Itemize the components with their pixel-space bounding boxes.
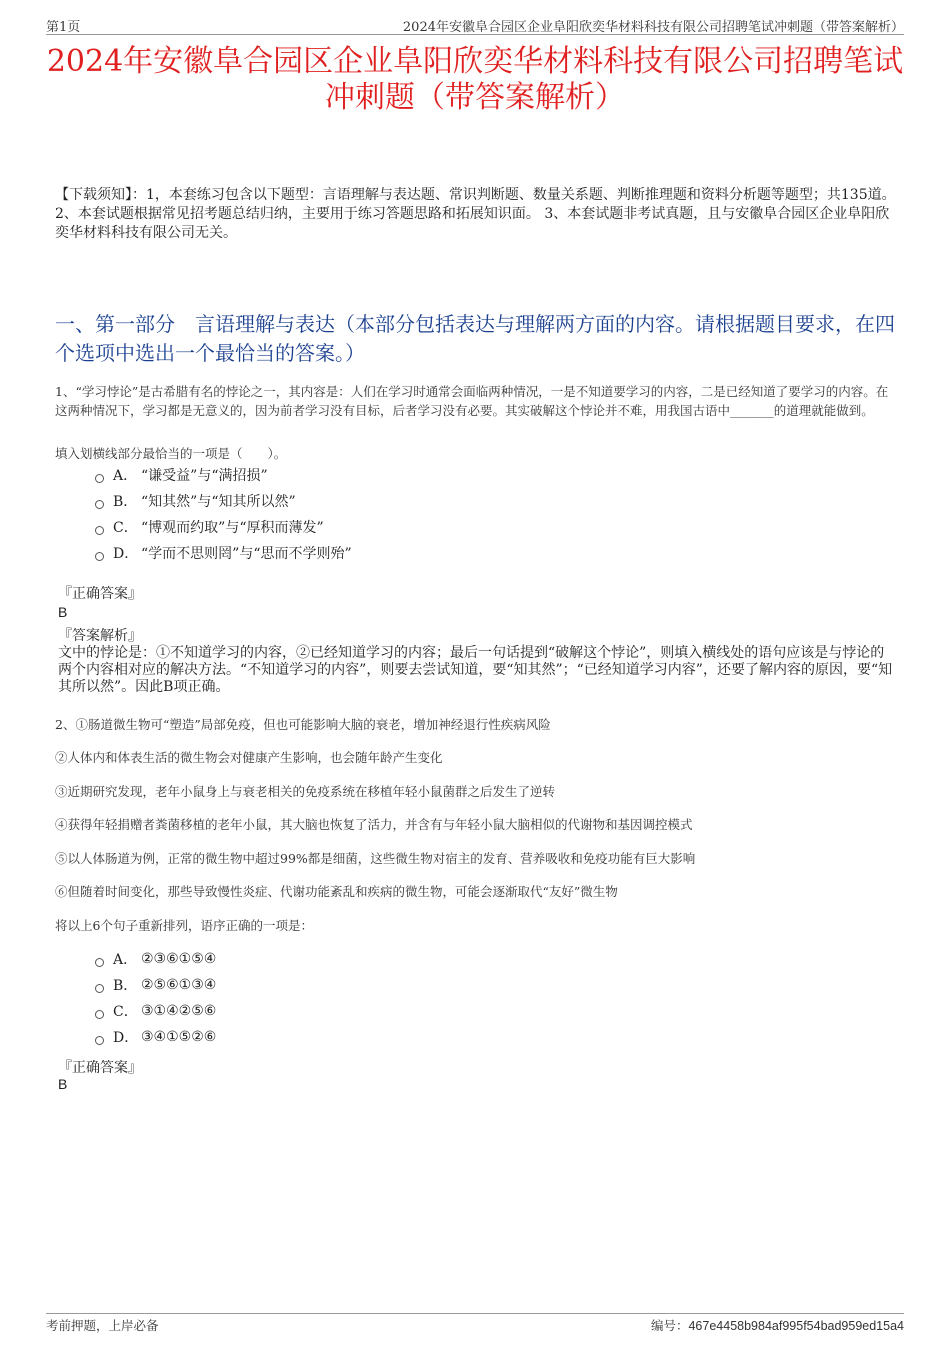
question-2-answer: B (58, 1076, 68, 1092)
question-2-answer-heading: 『正确答案』 (58, 1060, 142, 1076)
question-2-option-c[interactable]: C． ③①④②⑤⑥ (95, 998, 216, 1024)
question-2-sentence-6: ⑥但随着时间变化，那些导致慢性炎症、代谢功能紊乱和疾病的微生物，可能会逐渐取代“友好”微生物 (55, 884, 618, 899)
radio-icon[interactable] (95, 552, 104, 561)
radio-icon[interactable] (95, 474, 104, 483)
question-2-option-d[interactable]: D． ③④①⑤②⑥ (95, 1024, 216, 1050)
question-2-prompt: 将以上6个句子重新排列，语序正确的一项是： (55, 918, 313, 933)
download-notice: 【下载须知】：1，本套练习包含以下题型：言语理解与表达题、常识判断题、数量关系题、判断推理题和资料分析题等题型；共135道。 2、本套试题根据常见招考题总结归纳，主要用于练习答题思路和拓展知识面。 3、本套试题非考试真题，且与安徽阜合园区企业阜阳欣奕华材料科技有限公司无关。 (55, 187, 896, 241)
question-1-option-d[interactable]: D． “学而不思则罔”与“思而不学则殆” (95, 540, 352, 566)
footer-slogan: 考前押题，上岸必备 (46, 1318, 159, 1333)
radio-icon[interactable] (95, 984, 104, 993)
radio-icon[interactable] (95, 1010, 104, 1019)
footer-code: 编号：467e4458b984af995f54bad959ed15a4 (650, 1318, 904, 1333)
question-1-answer: B (58, 604, 68, 620)
question-1-option-a[interactable]: A． “谦受益”与“满招损” (95, 462, 352, 488)
question-2-sentence-3: ③近期研究发现，老年小鼠身上与衰老相关的免疫系统在移植年轻小鼠菌群之后发生了逆转 (55, 784, 556, 799)
question-1-explanation-heading: 『答案解析』 (58, 628, 142, 644)
page-number: 第1页 (46, 20, 81, 35)
question-1-options (95, 462, 352, 566)
document-title: 2024年安徽阜合园区企业阜阳欣奕华材料科技有限公司招聘笔试冲刺题（带答案解析） (46, 44, 904, 115)
radio-icon[interactable] (95, 500, 104, 509)
header-doc-title: 2024年安徽阜合园区企业阜阳欣奕华材料科技有限公司招聘笔试冲刺题（带答案解析） (402, 20, 904, 35)
question-1-stem: 1、“学习悖论”是古希腊有名的悖论之一，其内容是：人们在学习时通常会面临两种情况，一是不知道要学习的内容，二是已经知道了要学习的内容。在这两种情况下，学习都是无意义的，因为前者学习没有目标，后者学习没有必要。其实破解这个悖论并不难，用我国古语中_______的道理就能做到。 (55, 384, 889, 418)
question-2-sentence-4: ④获得年轻捐赠者粪菌移植的老年小鼠，其大脑也恢复了活力，并含有与年轻小鼠大脑相似的代谢物和基因调控模式 (55, 817, 693, 832)
question-1-answer-heading: 『正确答案』 (58, 586, 142, 602)
radio-icon[interactable] (95, 958, 104, 967)
question-2-sentence-1: 2、①肠道微生物可“塑造”局部免疫，但也可能影响大脑的衰老，增加神经退行性疾病风险 (55, 717, 551, 732)
page-footer (46, 1313, 904, 1340)
question-1-option-b[interactable]: B． “知其然”与“知其所以然” (95, 488, 352, 514)
question-2-options (95, 946, 216, 1050)
radio-icon[interactable] (95, 1036, 104, 1045)
section-heading: 一、第一部分 言语理解与表达（本部分包括表达与理解两方面的内容。请根据题目要求，在四个选项中选出一个最恰当的答案。） (55, 312, 895, 365)
question-2-sentence-5: ⑤以人体肠道为例，正常的微生物中超过99%都是细菌，这些微生物对宿主的发育、营养吸收和免疫功能有巨大影响 (55, 851, 696, 866)
question-2-sentence-2: ②人体内和体表生活的微生物会对健康产生影响，也会随年龄产生变化 (55, 750, 443, 765)
radio-icon[interactable] (95, 526, 104, 535)
question-1-option-c[interactable]: C． “博观而约取”与“厚积而薄发” (95, 514, 352, 540)
document-id: 467e4458b984af995f54bad959ed15a4 (688, 1319, 904, 1333)
page-header (46, 14, 904, 35)
question-2-option-a[interactable]: A． ②③⑥①⑤④ (95, 946, 216, 972)
question-1-explanation: 文中的悖论是：①不知道学习的内容，②已经知道学习的内容；最后一句话提到“破解这个悖论”，则填入横线处的语句应该是与悖论的两个内容相对应的解决方法。“不知道学习的内容”，则要去尝试知道，要“知其然”；“已经知道学习内容”，还要了解内容的原因，要“知其所以然”。因此B项正确。 (58, 645, 893, 695)
question-2-option-b[interactable]: B． ②⑤⑥①③④ (95, 972, 216, 998)
question-1-prompt: 填入划横线部分最恰当的一项是（ ）。 (55, 446, 287, 461)
